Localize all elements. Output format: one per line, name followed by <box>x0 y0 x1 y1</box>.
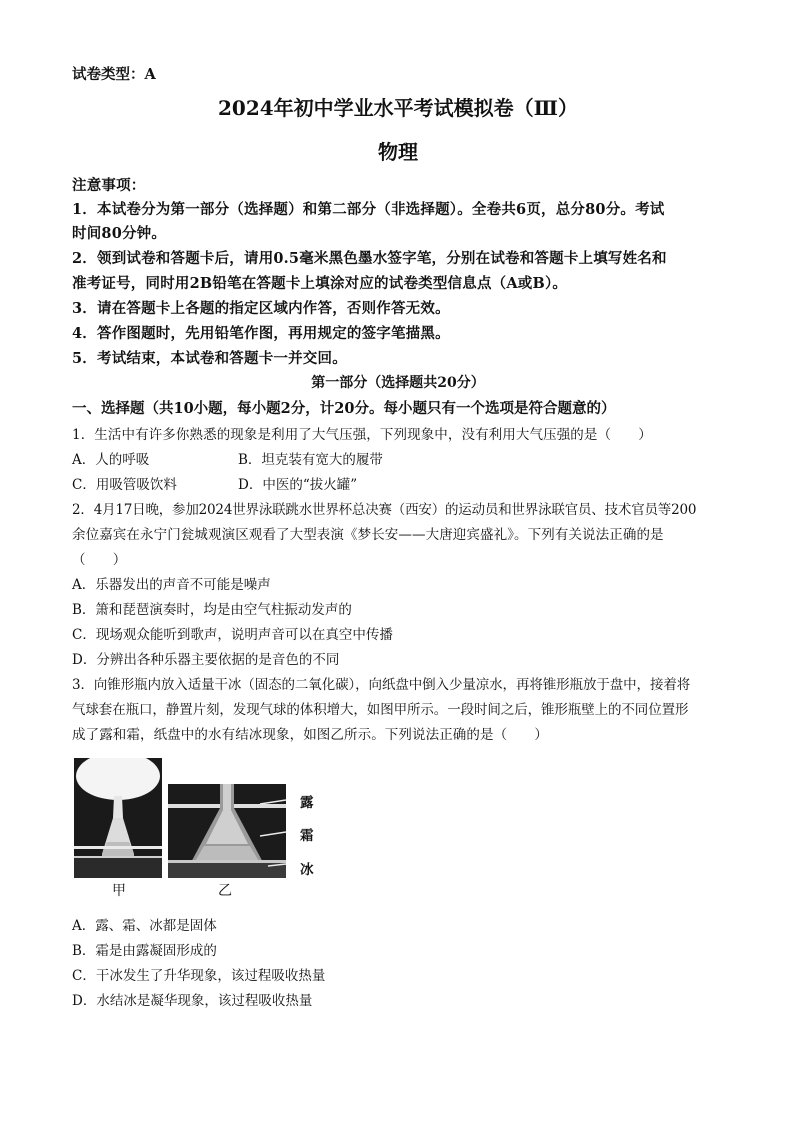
label-bing: 冰 <box>300 862 314 878</box>
notice-item: 1．本试卷分为第一部分（选择题）和第二部分（非选择题）。全卷共6页，总分80分。考试 <box>72 201 665 218</box>
q1-option-c: C．用吸管吸饮料 <box>72 477 177 493</box>
flask-balloon-photo <box>74 758 162 878</box>
q1-option-d: D．中医的“拔火罐” <box>238 477 358 493</box>
label-shuang: 霜 <box>300 828 314 844</box>
notice-item: 4．答作图题时，先用铅笔作图，再用规定的签字笔描黑。 <box>72 325 450 342</box>
label-lu: 露 <box>300 795 314 811</box>
notice-item: 2．领到试卷和答题卡后，请用0.5毫米黑色墨水签字笔，分别在试卷和答题卡上填写姓名和 <box>72 250 667 267</box>
q2-option-b: B．箫和琵琶演奏时，均是由空气柱振动发声的 <box>72 602 352 618</box>
q3-option-b: B．霜是由露凝固形成的 <box>72 943 217 959</box>
figure-jia-caption: 甲 <box>112 883 126 899</box>
q2-option-c: C．现场观众能听到歌声，说明声音可以在真空中传播 <box>72 627 393 643</box>
question-1-stem: 1．生活中有许多你熟悉的现象是利用了大气压强，下列现象中，没有利用大气压强的是（ ） <box>72 427 652 443</box>
section-heading: 一、选择题（共10小题，每小题2分，计20分。每小题只有一个选项是符合题意的） <box>72 400 616 417</box>
q3-option-d: D．水结冰是凝华现象，该过程吸收热量 <box>72 993 313 1009</box>
question-2-stem: （ ） <box>72 552 127 568</box>
notice-heading: 注意事项： <box>72 177 146 194</box>
figure-jia-flask-balloon <box>74 758 162 878</box>
q1-option-a: A．人的呼吸 <box>72 452 150 468</box>
question-3-stem: 成了露和霜，纸盘中的水有结冰现象，如图乙所示。下列说法正确的是（ ） <box>72 727 548 743</box>
notice-item: 5．考试结束，本试卷和答题卡一并交回。 <box>72 350 347 367</box>
question-3-stem: 气球套在瓶口，静置片刻，发现气球的体积增大，如图甲所示。一段时间之后，锥形瓶壁上的不同位置形 <box>72 702 689 718</box>
q3-option-c: C．干冰发生了升华现象，该过程吸收热量 <box>72 968 326 984</box>
flask-frost-photo <box>168 784 286 878</box>
q3-option-a: A．露、霜、冰都是固体 <box>72 918 217 934</box>
question-2-stem: 余位嘉宾在永宁门瓮城观演区观看了大型表演《梦长安——大唐迎宾盛礼》。下列有关说法正确的是 <box>72 527 664 543</box>
q2-option-a: A．乐器发出的声音不可能是噪声 <box>72 577 271 593</box>
part1-title: 第一部分（选择题共20分） <box>311 375 485 391</box>
figure-yi-flask-frost <box>168 784 286 878</box>
question-3-stem: 3．向锥形瓶内放入适量干冰（固态的二氧化碳），向纸盘中倒入少量凉水，再将锥形瓶放于盘中，接着将 <box>72 677 691 693</box>
notice-item: 准考证号，同时用2B铅笔在答题卡上填涂对应的试卷类型信息点（A或B）。 <box>72 275 568 292</box>
question-2-stem: 2．4月17日晚，参加2024世界泳联跳水世界杯总决赛（西安）的运动员和世界泳联官员、技术官员等200 <box>72 502 697 518</box>
figure-yi-caption: 乙 <box>218 883 232 899</box>
notice-item: 时间80分钟。 <box>72 225 167 242</box>
subject-title: 物理 <box>378 140 418 164</box>
q2-option-d: D．分辨出各种乐器主要依据的是音色的不同 <box>72 652 340 668</box>
paper-type: 试卷类型：A <box>72 66 156 83</box>
exam-title: 2024年初中学业水平考试模拟卷（Ⅲ） <box>217 96 579 120</box>
notice-item: 3．请在答题卡上各题的指定区域内作答，否则作答无效。 <box>72 300 450 317</box>
q1-option-b: B．坦克装有宽大的履带 <box>238 452 383 468</box>
